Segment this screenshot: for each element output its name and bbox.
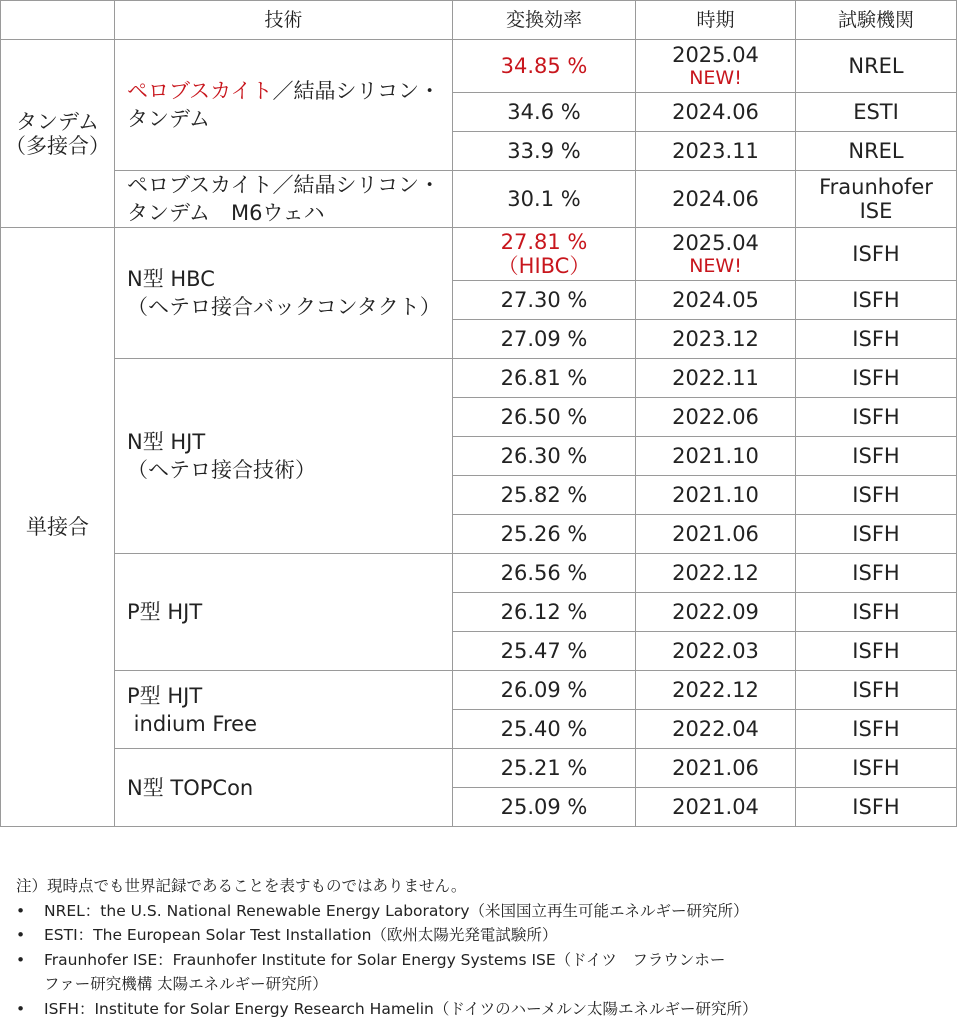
org-cell: ISFH	[796, 788, 957, 827]
org-cell: ISFH	[796, 398, 957, 437]
category-tandem: タンデム （多接合）	[1, 40, 115, 228]
efficiency-cell: 25.47 %	[453, 632, 636, 671]
efficiency-cell: 26.30 %	[453, 437, 636, 476]
org-cell: ISFH	[796, 749, 957, 788]
org-cell: NREL	[796, 132, 957, 171]
date-cell: 2022.12	[636, 671, 796, 710]
table-row	[1, 228, 957, 281]
date-cell: 2021.10	[636, 476, 796, 515]
org-cell: ISFH	[796, 228, 957, 281]
org-cell: ISFH	[796, 710, 957, 749]
efficiency-cell: 25.82 %	[453, 476, 636, 515]
header-date: 時期	[636, 1, 796, 40]
efficiency-cell: 34.6 %	[453, 93, 636, 132]
category-single: 単接合	[1, 228, 115, 827]
table-row	[1, 554, 957, 593]
bullet-icon: •	[16, 999, 26, 1018]
tech-n-topcon: N型 TOPCon	[115, 749, 453, 827]
org-cell: ISFH	[796, 593, 957, 632]
tech-perovskite-tandem-m6: ペロブスカイト／結晶シリコン・ タンデム M6ウェハ	[115, 171, 453, 228]
date-cell: 2022.06	[636, 398, 796, 437]
org-cell: ISFH	[796, 632, 957, 671]
efficiency-cell: 25.26 %	[453, 515, 636, 554]
date-cell: 2022.03	[636, 632, 796, 671]
efficiency-cell: 26.56 %	[453, 554, 636, 593]
date-cell: 2021.10	[636, 437, 796, 476]
tech-n-hjt: N型 HJT （ヘテロ接合技術）	[115, 359, 453, 554]
bullet-icon: •	[16, 926, 26, 944]
header-org: 試験機関	[796, 1, 957, 40]
footnotes	[16, 874, 946, 1021]
date-cell: 2023.12	[636, 320, 796, 359]
tech-p-hjt: P型 HJT	[115, 554, 453, 671]
date-cell: 2021.04	[636, 788, 796, 827]
date-cell: 2021.06	[636, 749, 796, 788]
efficiency-cell: 25.09 %	[453, 788, 636, 827]
table-row	[1, 171, 957, 228]
list-item: • Fraunhofer ISE：Fraunhofer Institute for Solar Energy Systems ISE（ドイツ フラウンホー ファー研究機構 太陽エネルギー研究所）	[16, 948, 946, 997]
efficiency-cell: 30.1 %	[453, 171, 636, 228]
efficiency-cell: 25.21 %	[453, 749, 636, 788]
table-row	[1, 359, 957, 398]
org-cell: ISFH	[796, 515, 957, 554]
date-cell: 2022.09	[636, 593, 796, 632]
list-item: • ISFH：Institute for Solar Energy Research Hamelin（ドイツのハーメルン太陽エネルギー研究所）	[16, 997, 946, 1022]
efficiency-cell: 25.40 %	[453, 710, 636, 749]
table-row	[1, 40, 957, 93]
header-row	[1, 1, 957, 40]
tech-p-hjt-indium-free: P型 HJT indium Free	[115, 671, 453, 749]
org-cell: ISFH	[796, 320, 957, 359]
new-badge: NEW!	[689, 67, 742, 89]
date-cell: 2022.12	[636, 554, 796, 593]
efficiency-cell: 33.9 %	[453, 132, 636, 171]
date-cell: 2024.06	[636, 93, 796, 132]
date-cell: 2024.05	[636, 281, 796, 320]
date-cell: 2021.06	[636, 515, 796, 554]
efficiency-cell: 34.85 %	[453, 40, 636, 93]
efficiency-cell: 26.09 %	[453, 671, 636, 710]
efficiency-cell: 26.50 %	[453, 398, 636, 437]
list-item: • ESTI：The European Solar Test Installation（欧州太陽光発電試験所）	[16, 923, 946, 948]
footnote-list	[16, 899, 946, 1022]
org-cell: ISFH	[796, 437, 957, 476]
bullet-icon: •	[16, 901, 26, 920]
org-cell: ISFH	[796, 359, 957, 398]
date-cell: 2025.04 NEW!	[636, 228, 796, 281]
tech-perovskite-tandem: ペロブスカイト／結晶シリコン・ タンデム	[115, 40, 453, 171]
efficiency-cell: 27.30 %	[453, 281, 636, 320]
footnote-lead: 注）現時点でも世界記録であることを表すものではありません。	[16, 877, 467, 895]
org-cell: ISFH	[796, 671, 957, 710]
org-cell: ISFH	[796, 281, 957, 320]
date-cell: 2023.11	[636, 132, 796, 171]
table-row	[1, 671, 957, 710]
new-badge: NEW!	[689, 255, 742, 277]
org-cell: NREL	[796, 40, 957, 93]
header-blank	[1, 1, 115, 40]
efficiency-cell: 26.12 %	[453, 593, 636, 632]
date-cell: 2024.06	[636, 171, 796, 228]
table-row	[1, 749, 957, 788]
efficiency-cell: 27.81 % （HIBC）	[453, 228, 636, 281]
date-cell: 2022.11	[636, 359, 796, 398]
org-cell: ISFH	[796, 554, 957, 593]
date-cell: 2022.04	[636, 710, 796, 749]
header-efficiency: 変換効率	[453, 1, 636, 40]
tech-perovskite-red: ペロブスカイト	[127, 79, 273, 103]
date-cell: 2025.04 NEW!	[636, 40, 796, 93]
list-item: • NREL：the U.S. National Renewable Energy Laboratory（米国国立再生可能エネルギー研究所）	[16, 899, 946, 924]
efficiency-cell: 27.09 %	[453, 320, 636, 359]
bullet-icon: •	[16, 950, 26, 969]
tech-n-hbc: N型 HBC （ヘテロ接合バックコンタクト）	[115, 228, 453, 359]
org-cell: Fraunhofer ISE	[796, 171, 957, 228]
efficiency-cell: 26.81 %	[453, 359, 636, 398]
header-tech: 技術	[115, 1, 453, 40]
org-cell: ESTI	[796, 93, 957, 132]
org-cell: ISFH	[796, 476, 957, 515]
